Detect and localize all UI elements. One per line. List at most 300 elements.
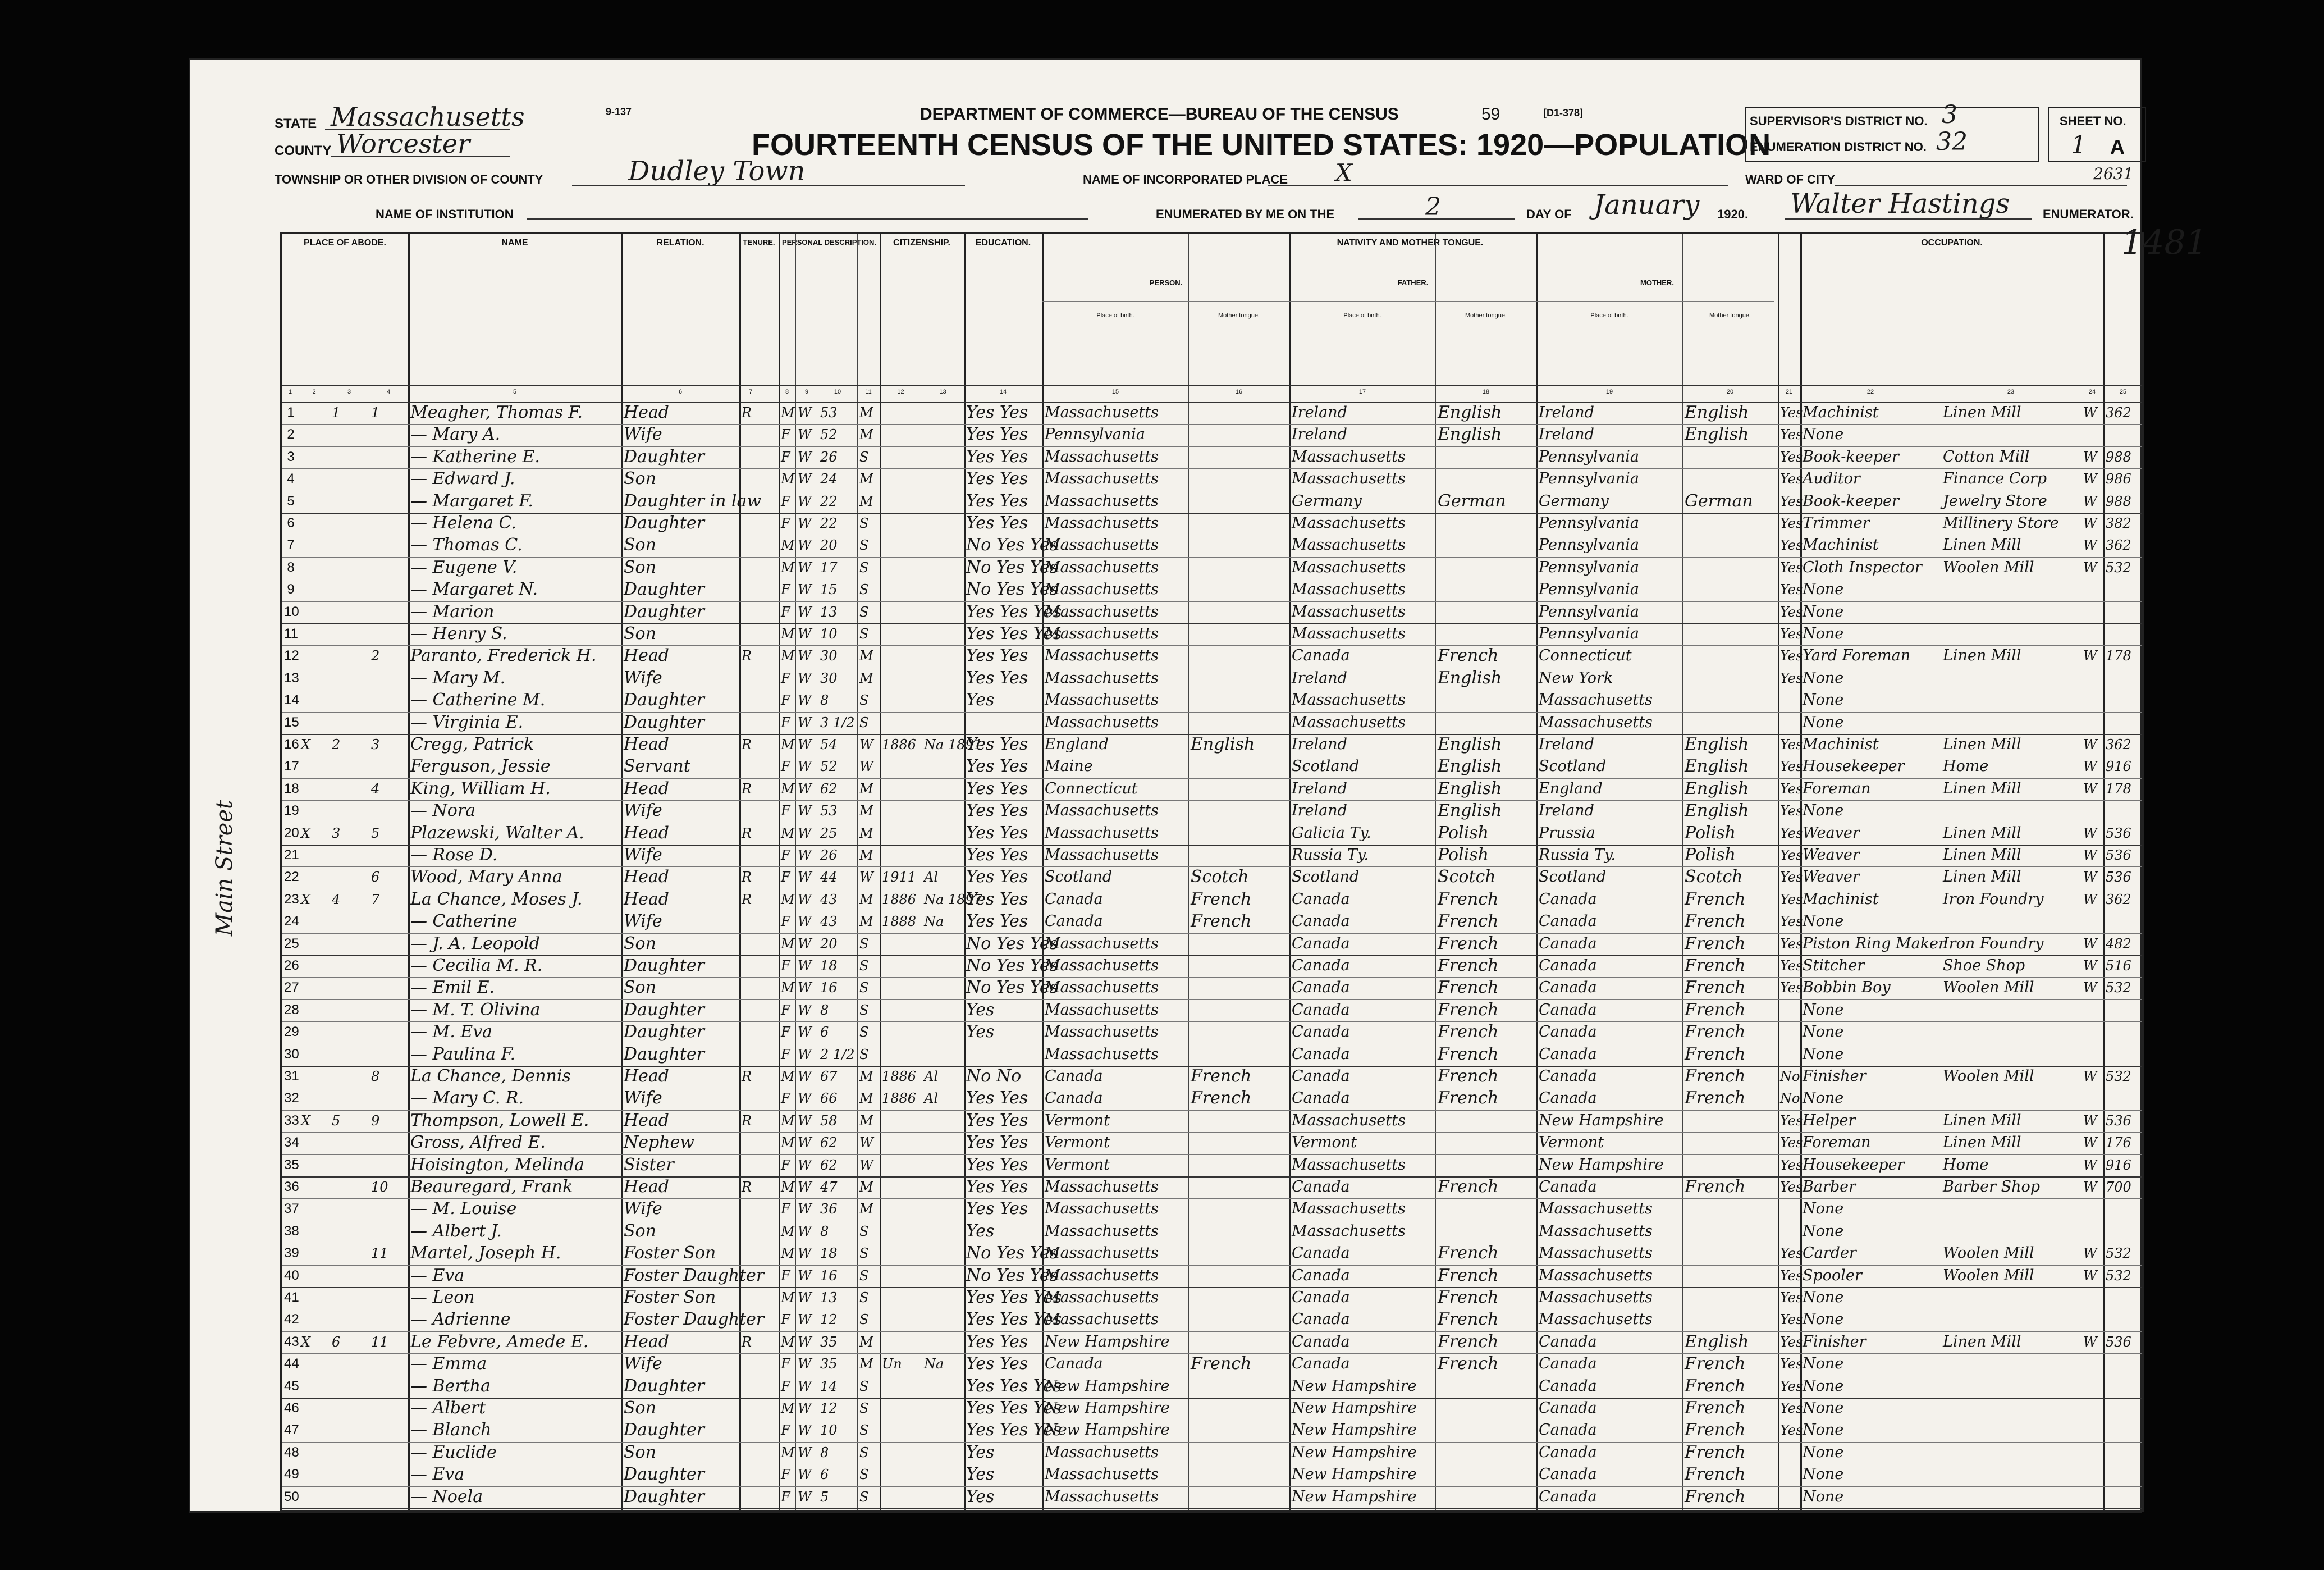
cell-fmt: French xyxy=(1438,1088,1499,1108)
cell-race: W xyxy=(798,427,812,443)
cell-mpob: Pennsylvania xyxy=(1539,603,1639,620)
cell-ms: S xyxy=(859,1378,869,1394)
cell-name: — Catherine xyxy=(410,911,518,932)
state-label: STATE xyxy=(275,116,317,131)
column-number: 21 xyxy=(1785,389,1793,395)
cell-sex: F xyxy=(781,803,790,819)
cell-ind: Linen Mill xyxy=(1943,404,2021,421)
cell-sex: F xyxy=(781,427,790,443)
cell-ms: S xyxy=(859,1422,869,1439)
cell-nat: Na 1891 xyxy=(924,737,983,752)
cell-ms: M xyxy=(859,1179,873,1195)
cell-age: 13 xyxy=(820,604,838,620)
table-row xyxy=(282,1198,2142,1220)
column-number: 22 xyxy=(1866,389,1874,395)
cell-lit: Yes Yes xyxy=(966,778,1028,798)
table-row xyxy=(282,1376,2142,1398)
cell-pob: Massachusetts xyxy=(1045,1266,1159,1284)
cell-fmt: French xyxy=(1438,1309,1499,1330)
cell-eng: Yes xyxy=(1780,1290,1803,1306)
cell-ind: Home xyxy=(1943,1156,1989,1174)
cell-sex: F xyxy=(781,914,790,930)
cell-fpob: Canada xyxy=(1292,1244,1350,1262)
cell-ten: R xyxy=(742,825,752,841)
cell-name: — M. Eva xyxy=(410,1022,493,1042)
cell-ind: Jewelry Store xyxy=(1943,492,2047,510)
cell-name: La Chance, Moses J. xyxy=(410,889,583,909)
cell-fmt: English xyxy=(1438,403,1502,422)
cell-pob: Massachusetts xyxy=(1045,691,1159,709)
cell-n: 4 xyxy=(287,471,295,487)
cell-n: 29 xyxy=(284,1024,299,1040)
cell-name: — Emma xyxy=(410,1354,487,1374)
cell-age: 30 xyxy=(820,670,838,686)
cell-ms: M xyxy=(859,493,873,509)
cell-eng: Yes xyxy=(1780,958,1803,974)
cell-sex: F xyxy=(781,1024,790,1040)
cell-fpob: Massachusetts xyxy=(1292,691,1406,709)
cell-race: W xyxy=(798,1489,812,1505)
cell-fpob: Vermont xyxy=(1292,1134,1357,1152)
cell-sex: F xyxy=(781,1312,790,1328)
cell-pob: Massachusetts xyxy=(1045,846,1159,864)
cell-mpob: Canada xyxy=(1539,890,1597,908)
cell-pob: Canada xyxy=(1045,1089,1103,1107)
cell-mmt: French xyxy=(1685,911,1746,932)
cell-sex: M xyxy=(781,1334,795,1350)
cell-pob: New Hampshire xyxy=(1045,1421,1170,1439)
cell-rel: Wife xyxy=(624,1354,662,1374)
cell-cls: W xyxy=(2083,493,2097,509)
cell-cls: W xyxy=(2083,537,2097,554)
cell-race: W xyxy=(798,1312,812,1328)
cell-mmt: English xyxy=(1685,801,1749,821)
cell-rel: Daughter xyxy=(624,1376,704,1396)
cell-mpob: Canada xyxy=(1539,1023,1597,1041)
cell-sex: F xyxy=(781,714,790,731)
cell-trade: Weaver xyxy=(1803,868,1860,886)
table-row xyxy=(282,845,2142,866)
cell-name: Gross, Alfred E. xyxy=(410,1133,546,1153)
cell-rel: Son xyxy=(624,1398,656,1418)
cell-n: 25 xyxy=(284,935,299,951)
cell-sex: F xyxy=(781,449,790,465)
column-number: 25 xyxy=(2119,389,2127,395)
cell-pob: Massachusetts xyxy=(1045,1200,1159,1218)
cell-eng: Yes xyxy=(1780,914,1803,930)
cell-code: 382 xyxy=(2106,515,2131,531)
cell-rel: Foster Daughter xyxy=(624,1309,765,1330)
enumerator-name: Walter Hastings xyxy=(1790,188,2010,220)
cell-mpob: Prussia xyxy=(1539,824,1595,842)
cell-ms: S xyxy=(859,1245,869,1262)
cell-rel: Daughter xyxy=(624,513,704,533)
cell-mpob: Canada xyxy=(1539,1001,1597,1019)
cell-race: W xyxy=(798,1267,812,1284)
cell-dw: 5 xyxy=(332,1112,341,1129)
cell-mpob: New York xyxy=(1539,669,1613,687)
cell-mpob: Massachusetts xyxy=(1539,1289,1653,1306)
sheet-letter: A xyxy=(2110,135,2125,158)
cell-rel: Head xyxy=(624,823,670,843)
cell-fpob: Canada xyxy=(1292,912,1350,930)
cell-cls: W xyxy=(2083,781,2097,797)
cell-ind: Linen Mill xyxy=(1943,846,2021,864)
cell-rel: Head xyxy=(624,1177,670,1197)
cell-race: W xyxy=(798,891,812,907)
cell-sex: M xyxy=(781,626,795,642)
cell-trade: Machinist xyxy=(1803,536,1879,554)
cell-mmt: Scotch xyxy=(1685,867,1743,887)
column-number: 9 xyxy=(804,389,809,395)
cell-fpob: Canada xyxy=(1292,1067,1350,1085)
cell-lit: Yes Yes xyxy=(966,823,1028,843)
cell-code: 516 xyxy=(2106,958,2131,974)
cell-sex: M xyxy=(781,781,795,797)
cell-trade: Bobbin Boy xyxy=(1803,979,1891,997)
cell-trade: None xyxy=(1803,426,1844,444)
cell-trade: None xyxy=(1803,1443,1844,1461)
cell-ms: S xyxy=(859,958,869,974)
cell-ind: Linen Mill xyxy=(1943,736,2021,753)
cell-trade: None xyxy=(1803,1377,1844,1395)
cell-age: 18 xyxy=(820,958,838,974)
cell-trade: None xyxy=(1803,1001,1844,1019)
cell-ms: S xyxy=(859,582,869,598)
table-row xyxy=(282,1353,2142,1375)
cell-pob: Massachusetts xyxy=(1045,1222,1159,1240)
cell-name: — Eva xyxy=(410,1265,465,1285)
cell-lit: Yes xyxy=(966,1221,995,1241)
cell-pob: Massachusetts xyxy=(1045,603,1159,620)
cell-trade: Carder xyxy=(1803,1244,1856,1262)
cell-street: X xyxy=(301,825,311,841)
cell-fmt: French xyxy=(1438,1044,1499,1064)
cell-ind: Linen Mill xyxy=(1943,824,2021,842)
cell-pob: Canada xyxy=(1045,1067,1103,1085)
cell-sex: M xyxy=(781,1444,795,1461)
cell-mmt: French xyxy=(1685,1354,1746,1374)
cell-n: 17 xyxy=(284,759,299,774)
cell-n: 24 xyxy=(284,914,299,929)
table-row xyxy=(282,1287,2142,1309)
cell-mpob: Ireland xyxy=(1539,426,1594,444)
cell-imm: 1886 xyxy=(882,737,917,752)
cell-ms: M xyxy=(859,1334,873,1350)
cell-sex: F xyxy=(781,1356,790,1372)
cell-ind: Woolen Mill xyxy=(1943,558,2034,576)
table-row xyxy=(282,513,2142,535)
table-row xyxy=(282,778,2142,800)
cell-age: 24 xyxy=(820,471,838,487)
cell-mmt: English xyxy=(1685,1331,1749,1352)
table-row xyxy=(282,889,2142,911)
cell-sex: F xyxy=(781,847,790,863)
cell-pob: Massachusetts xyxy=(1045,625,1159,642)
cell-code: 532 xyxy=(2106,1069,2131,1084)
cell-sex: F xyxy=(781,604,790,620)
cell-trade: Weaver xyxy=(1803,824,1860,842)
cell-trade: Housekeeper xyxy=(1803,1156,1905,1174)
cell-rel: Daughter xyxy=(624,690,704,710)
table-row xyxy=(282,1021,2142,1043)
cell-ms: S xyxy=(859,626,869,642)
cell-age: 10 xyxy=(820,626,838,642)
cell-mpob: Germany xyxy=(1539,492,1609,510)
cell-code: 536 xyxy=(2106,847,2131,863)
cell-rel: Nephew xyxy=(624,1133,694,1153)
cell-mpob: Pennsylvania xyxy=(1539,581,1639,599)
cell-age: 12 xyxy=(820,1312,838,1328)
cell-fmt: French xyxy=(1438,1354,1499,1374)
cell-code: 176 xyxy=(2106,1135,2131,1151)
cell-pob: Massachusetts xyxy=(1045,1443,1159,1461)
cell-mpob: Canada xyxy=(1539,979,1597,997)
cell-age: 2 1/2 xyxy=(820,1046,855,1062)
cell-name: — Thomas C. xyxy=(410,535,523,555)
group-mother: MOTHER. xyxy=(1640,279,1674,287)
cell-name: — Mary C. R. xyxy=(410,1088,524,1108)
cell-sex: M xyxy=(781,648,795,664)
cell-pob: Massachusetts xyxy=(1045,404,1159,421)
cell-pob: Massachusetts xyxy=(1045,1001,1159,1019)
group-education: EDUCATION. xyxy=(975,238,1031,248)
cell-fpob: New Hampshire xyxy=(1292,1466,1417,1484)
cell-ind: Linen Mill xyxy=(1943,1111,2021,1129)
cell-ms: S xyxy=(859,714,869,731)
cell-rel: Head xyxy=(624,1331,670,1352)
cell-eng: Yes xyxy=(1780,869,1803,886)
cell-mpob: Pennsylvania xyxy=(1539,536,1639,554)
cell-mmt: German xyxy=(1685,491,1753,511)
cell-cls: W xyxy=(2083,559,2097,576)
cell-ms: S xyxy=(859,1024,869,1040)
table-row xyxy=(282,800,2142,822)
cell-mpob: New Hampshire xyxy=(1539,1156,1664,1174)
cell-ms: M xyxy=(859,1201,873,1217)
cell-fmt: German xyxy=(1438,491,1506,511)
year-label: 1920. xyxy=(1717,207,1749,221)
cell-fam: 1 xyxy=(371,405,380,421)
cell-cls: W xyxy=(2083,515,2097,531)
table-row xyxy=(282,734,2142,756)
enumerated-label: ENUMERATED BY ME ON THE xyxy=(1156,207,1335,221)
cell-cls: W xyxy=(2083,935,2097,952)
cell-fmt: English xyxy=(1438,668,1502,688)
cell-lit: Yes Yes xyxy=(966,403,1028,422)
cell-race: W xyxy=(798,405,812,421)
cell-sex: F xyxy=(781,493,790,509)
group-occupation: OCCUPATION. xyxy=(1921,238,1983,248)
cell-eng: Yes xyxy=(1780,1157,1803,1173)
cell-lit: Yes xyxy=(966,690,995,710)
father-pob-header: Place of birth. xyxy=(1343,312,1381,319)
enum-district-label: ENUMERATION DISTRICT NO. xyxy=(1750,140,1927,154)
cell-ms: M xyxy=(859,670,873,686)
cell-name: — Eugene V. xyxy=(410,557,518,577)
cell-trade: None xyxy=(1803,1399,1844,1417)
cell-name: — Mary A. xyxy=(410,425,501,445)
cell-eng: Yes xyxy=(1780,1112,1803,1129)
column-number: 16 xyxy=(1235,389,1243,395)
table-row xyxy=(282,557,2142,579)
cell-pob: Massachusetts xyxy=(1045,647,1159,665)
cell-n: 5 xyxy=(287,493,295,509)
cell-fpob: Massachusetts xyxy=(1292,1222,1406,1240)
cell-fam: 3 xyxy=(371,737,380,752)
cell-race: W xyxy=(798,537,812,554)
cell-race: W xyxy=(798,958,812,974)
cell-name: — Nora xyxy=(410,801,476,821)
cell-sex: F xyxy=(781,692,790,709)
cell-pob: Massachusetts xyxy=(1045,581,1159,599)
cell-ind: Linen Mill xyxy=(1943,1134,2021,1152)
cell-rel: Wife xyxy=(624,1199,662,1219)
cell-cls: W xyxy=(2083,405,2097,421)
cell-lit: Yes Yes Yes xyxy=(966,1288,1062,1307)
cell-name: Beauregard, Frank xyxy=(410,1177,573,1197)
cell-ms: S xyxy=(859,449,869,465)
cell-dw: 4 xyxy=(332,891,341,907)
cell-race: W xyxy=(798,737,812,752)
cell-pob: Massachusetts xyxy=(1045,1023,1159,1041)
cell-name: — Henry S. xyxy=(410,624,507,643)
cell-fpob: New Hampshire xyxy=(1292,1443,1417,1461)
mother-pob-header: Place of birth. xyxy=(1590,312,1628,319)
cell-code: 988 xyxy=(2106,449,2131,465)
group-tenure: TENURE. xyxy=(743,238,775,247)
cell-pob: Massachusetts xyxy=(1045,824,1159,842)
census-sheet xyxy=(189,58,2207,1513)
cell-trade: None xyxy=(1803,802,1844,820)
column-number: 2 xyxy=(312,389,316,395)
cell-rel: Son xyxy=(624,1221,656,1241)
cell-mmt: English xyxy=(1685,756,1749,777)
cell-fam: 10 xyxy=(371,1179,388,1195)
cell-eng: Yes xyxy=(1780,471,1803,487)
cell-n: 32 xyxy=(284,1090,299,1106)
cell-age: 5 xyxy=(820,1489,829,1505)
cell-n: 40 xyxy=(284,1267,299,1283)
cell-rel: Daughter xyxy=(624,601,704,622)
cell-ms: S xyxy=(859,1267,869,1284)
cell-lit: No Yes Yes xyxy=(966,933,1059,953)
cell-mmt: French xyxy=(1685,1442,1746,1462)
cell-eng: Yes xyxy=(1780,1422,1803,1439)
cell-age: 26 xyxy=(820,449,838,465)
cell-ms: S xyxy=(859,1400,869,1416)
cell-code: 362 xyxy=(2106,537,2131,554)
cell-fmt: French xyxy=(1438,911,1499,932)
cell-eng: Yes xyxy=(1780,935,1803,952)
cell-n: 14 xyxy=(284,692,299,708)
cell-rel: Wife xyxy=(624,1088,662,1108)
cell-n: 43 xyxy=(284,1334,299,1349)
cell-fmt: French xyxy=(1438,933,1499,953)
cell-age: 62 xyxy=(820,781,838,797)
cell-trade: None xyxy=(1803,1311,1844,1329)
cell-rel: Head xyxy=(624,403,670,422)
cell-sex: F xyxy=(781,670,790,686)
cell-cls: W xyxy=(2083,737,2097,752)
cell-race: W xyxy=(798,825,812,841)
cell-eng: Yes xyxy=(1780,1312,1803,1328)
cell-lit: Yes Yes Yes xyxy=(966,1309,1062,1330)
cell-fpob: Massachusetts xyxy=(1292,713,1406,731)
cell-nat: Na xyxy=(924,1356,944,1372)
cell-name: Plazewski, Walter A. xyxy=(410,823,584,843)
cell-age: 52 xyxy=(820,427,838,443)
table-row xyxy=(282,1154,2142,1176)
cell-n: 10 xyxy=(284,604,299,619)
enumerator-label: ENUMERATOR. xyxy=(2043,207,2134,221)
cell-race: W xyxy=(798,1290,812,1306)
cell-trade: Book-keeper xyxy=(1803,448,1899,465)
cell-dw: 2 xyxy=(332,737,341,752)
cell-trade: None xyxy=(1803,1089,1844,1107)
cell-mt: Scotch xyxy=(1191,867,1249,887)
sheet-label: SHEET NO. xyxy=(2060,114,2126,128)
cell-ms: M xyxy=(859,648,873,664)
cell-pob: Massachusetts xyxy=(1045,1466,1159,1484)
cell-ms: M xyxy=(859,1090,873,1107)
county-label: COUNTY xyxy=(275,143,332,158)
cell-age: 62 xyxy=(820,1135,838,1151)
cell-age: 43 xyxy=(820,891,838,907)
group-name: NAME xyxy=(501,238,528,248)
place-value: X xyxy=(1335,159,1352,186)
cell-code: 988 xyxy=(2106,493,2131,509)
cell-race: W xyxy=(798,781,812,797)
cell-nat: Na xyxy=(924,914,944,930)
cell-lit: Yes Yes xyxy=(966,668,1028,688)
cell-mpob: Ireland xyxy=(1539,802,1594,820)
cell-race: W xyxy=(798,515,812,531)
cell-name: — M. T. Olivina xyxy=(410,999,541,1020)
table-row xyxy=(282,468,2142,490)
cell-pob: Massachusetts xyxy=(1045,713,1159,731)
cell-ms: M xyxy=(859,405,873,421)
cell-pob: Massachusetts xyxy=(1045,802,1159,820)
cell-race: W xyxy=(798,1467,812,1483)
cell-mpob: New Hampshire xyxy=(1539,1111,1664,1129)
cell-code: 362 xyxy=(2106,737,2131,752)
cell-mt: French xyxy=(1191,1066,1252,1086)
table-row xyxy=(282,424,2142,446)
cell-code: 362 xyxy=(2106,405,2131,421)
cell-cls: W xyxy=(2083,1135,2097,1151)
supervisor-value: 3 xyxy=(1942,101,1957,129)
table-row xyxy=(282,402,2142,424)
cell-fpob: Ireland xyxy=(1292,404,1347,421)
cell-cls: W xyxy=(2083,471,2097,487)
cell-mpob: Massachusetts xyxy=(1539,1244,1653,1262)
cell-trade: None xyxy=(1803,1466,1844,1484)
table-row xyxy=(282,535,2142,556)
cell-code: 482 xyxy=(2106,935,2131,952)
cell-ms: W xyxy=(859,737,873,752)
cell-sex: M xyxy=(781,1179,795,1195)
cell-name: — Mary M. xyxy=(410,668,506,688)
cell-mpob: Russia Ty. xyxy=(1539,846,1616,864)
cell-lit: No Yes Yes xyxy=(966,956,1059,975)
cell-race: W xyxy=(798,803,812,819)
cell-ten: R xyxy=(742,648,752,664)
cell-trade: Foreman xyxy=(1803,1134,1871,1152)
cell-trade: Spooler xyxy=(1803,1266,1862,1284)
cell-mpob: Massachusetts xyxy=(1539,1200,1653,1218)
cell-ten: R xyxy=(742,1334,752,1350)
